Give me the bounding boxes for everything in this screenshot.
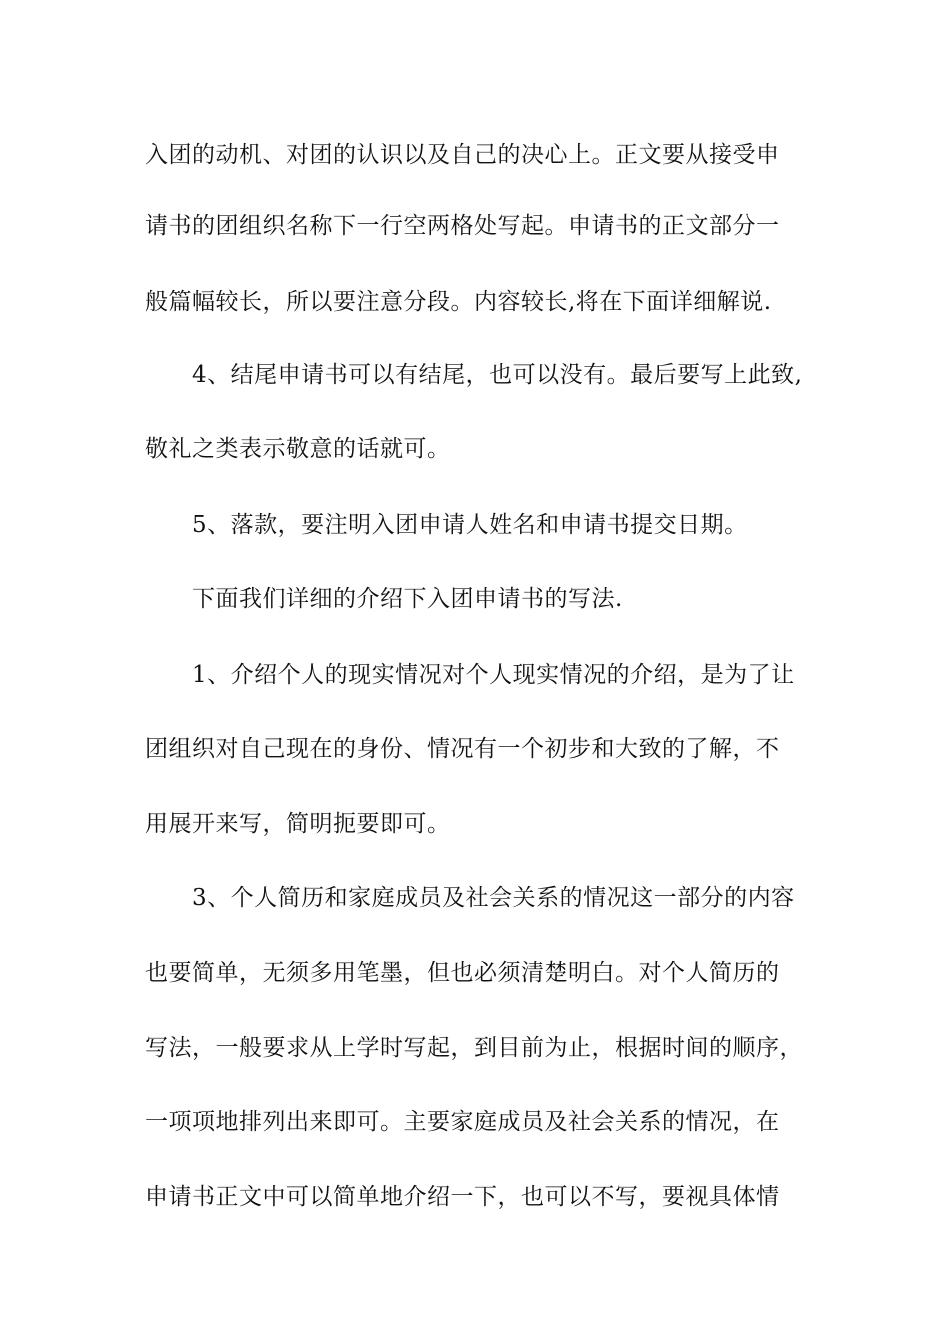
- text-line-14: 一项项地排列出来即可。主要家庭成员及社会关系的情况，在: [145, 1109, 780, 1135]
- text-line-7: 下面我们详细的介绍下入团申请书的写法.: [192, 586, 623, 612]
- text-line-12: 也要简单，无须多用笔墨，但也必须清楚明白。对个人简历的: [145, 960, 780, 986]
- text-line-15: 申请书正文中可以简单地介绍一下，也可以不写，要视具体情: [145, 1184, 780, 1210]
- text-line-9: 团组织对自己现在的身份、情况有一个初步和大致的了解，不: [145, 736, 780, 762]
- text-line-10: 用展开来写，简明扼要即可。: [145, 811, 451, 837]
- text-line-8: 1、介绍个人的现实情况对个人现实情况的介绍，是为了让: [192, 662, 795, 688]
- text-line-3: 般篇幅较长，所以要注意分段。内容较长,将在下面详细解说.: [145, 289, 772, 315]
- text-line-6: 5、落款，要注明入团申请人姓名和申请书提交日期。: [192, 512, 748, 538]
- text-line-13: 写法，一般要求从上学时写起，到目前为止，根据时间的顺序，: [145, 1035, 803, 1061]
- text-line-2: 请书的团组织名称下一行空两格处写起。申请书的正文部分一: [145, 213, 780, 239]
- text-line-4: 4、结尾申请书可以有结尾，也可以没有。最后要写上此致,: [192, 362, 803, 388]
- text-line-5: 敬礼之类表示敬意的话就可。: [145, 436, 451, 462]
- text-line-11: 3、个人简历和家庭成员及社会关系的情况这一部分的内容: [192, 885, 795, 911]
- text-line-1: 入团的动机、对团的认识以及自己的决心上。正文要从接受申: [145, 142, 780, 168]
